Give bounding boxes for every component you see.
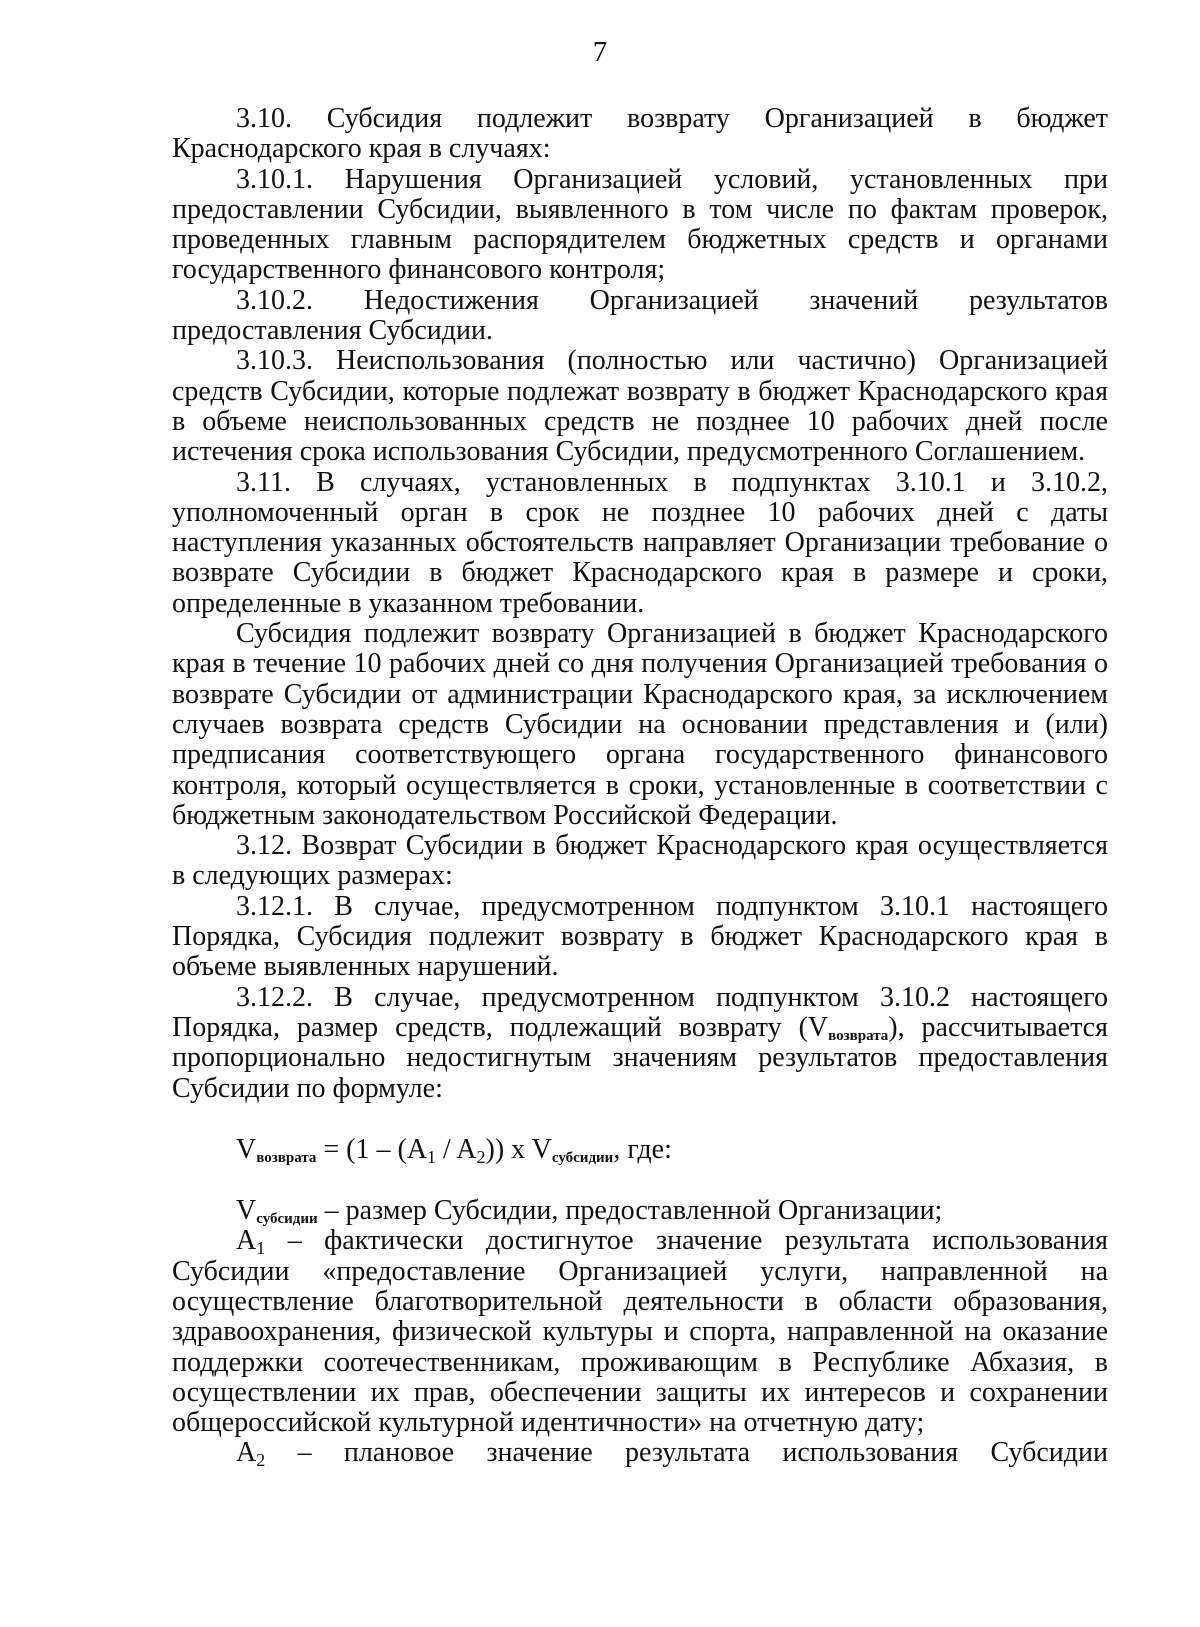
formula-part-2: / A <box>436 1133 477 1165</box>
v-return-subscript: возврата <box>828 1027 889 1044</box>
formula-v-subsidy-subscript: субсидии <box>551 1149 614 1166</box>
formula-a1-index: 1 <box>427 1146 437 1167</box>
formula-part-1: = (1 – (A <box>316 1133 428 1165</box>
definition-v-subsidy <box>172 1196 1108 1226</box>
definition-a2-symbol: A <box>236 1437 257 1469</box>
definition-a2-text: – плановое значение результата использования Субсидии <box>265 1437 1108 1469</box>
paragraph-3-10-3: 3.10.3. Неиспользования (полностью или частично) Организацией средств Субсидии, которые подлежат возврату в бюджет Краснодарского края в объеме неиспользованных средств не позднее 10 рабочих дней после истечения срока использования Субсидии, предусмотренного Соглашением. <box>172 345 1108 468</box>
paragraph-3-10: 3.10. Субсидия подлежит возврату Организацией в бюджет Краснодарского края в случаях: <box>172 103 1108 165</box>
definition-a2-index: 2 <box>256 1450 266 1471</box>
formula-part-3: )) x V <box>485 1133 552 1165</box>
paragraph-3-12-2-text-before: 3.12.2. В случае, предусмотренном подпунктом 3.10.2 настоящего Порядка, размер средств, подлежащий возврату (V <box>172 981 1108 1043</box>
paragraph-3-12-2-text-after: ), рассчитывается пропорционально недостигнутым значениям результатов предоставления Субсидии по формуле: <box>172 1011 1108 1104</box>
definition-a1-index: 1 <box>256 1238 266 1259</box>
paragraph-3-11: 3.11. В случаях, установленных в подпунктах 3.10.1 и 3.10.2, уполномоченный орган в срок не позднее 10 рабочих дней с даты наступления указанных обстоятельств направляет Организации требование о возврате Субсидии в бюджет Краснодарского края в размере и сроки, определенные в указанном требовании. <box>172 466 1108 619</box>
document-body <box>172 104 1108 1469</box>
definition-a1-symbol: A <box>236 1225 257 1257</box>
paragraph-3-12: 3.12. Возврат Субсидии в бюджет Краснодарского края осуществляется в следующих размерах: <box>172 830 1108 892</box>
definition-a2 <box>172 1437 1108 1471</box>
page-number: 7 <box>592 36 608 68</box>
return-formula <box>172 1135 1108 1165</box>
paragraph-3-12-2 <box>172 983 1108 1104</box>
paragraph-3-10-2: 3.10.2. Недостижения Организацией значений результатов предоставления Субсидии. <box>172 284 1108 347</box>
definition-v-symbol: V <box>236 1195 257 1227</box>
definition-v-subscript: субсидии <box>256 1211 318 1228</box>
paragraph-return-terms: Субсидия подлежит возврату Организацией в бюджет Краснодарского края в течение 10 рабочих дней со дня получения Организацией требования о возврате Субсидии от администрации Краснодарского края, за исключением случаев возврата средств Субсидии на основании представления и (или) предписания соответствующего органа государственного финансового контроля, который осуществляется в сроки, установленные в соответствии с бюджетным законодательством Российской Федерации. <box>172 618 1108 831</box>
definition-a1-text: – фактически достигнутое значение результата использования Субсидии «предоставление Организацией услуги, направленной на осуществление благотворительной деятельности в области образования, здравоохранения, физической культуры и спорта, направленной на оказание поддержки соотечественникам, проживающим в Республике Абхазия, в осуществлении их прав, обеспечении защиты их интересов и сохранении общероссийской культурной идентичности» на отчетную дату; <box>172 1225 1108 1439</box>
paragraph-3-12-1: 3.12.1. В случае, предусмотренном подпунктом 3.10.1 настоящего Порядка, Субсидия подлежит возврату в бюджет Краснодарского края в объеме выявленных нарушений. <box>172 890 1108 983</box>
formula-v-symbol: V <box>236 1133 257 1165</box>
paragraph-3-10-1: 3.10.1. Нарушения Организацией условий, установленных при предоставлении Субсидии, выявленного в том числе по фактам проверок, проведенных главным распорядителем бюджетных средств и органами государственного финансового контроля; <box>172 163 1108 286</box>
formula-where: , где: <box>613 1133 672 1165</box>
formula-a2-index: 2 <box>476 1146 486 1167</box>
definition-a1 <box>172 1226 1108 1438</box>
definition-v-text: – размер Субсидии, предоставленной Организации; <box>317 1195 943 1227</box>
formula-v-return-subscript: возврата <box>256 1149 317 1166</box>
